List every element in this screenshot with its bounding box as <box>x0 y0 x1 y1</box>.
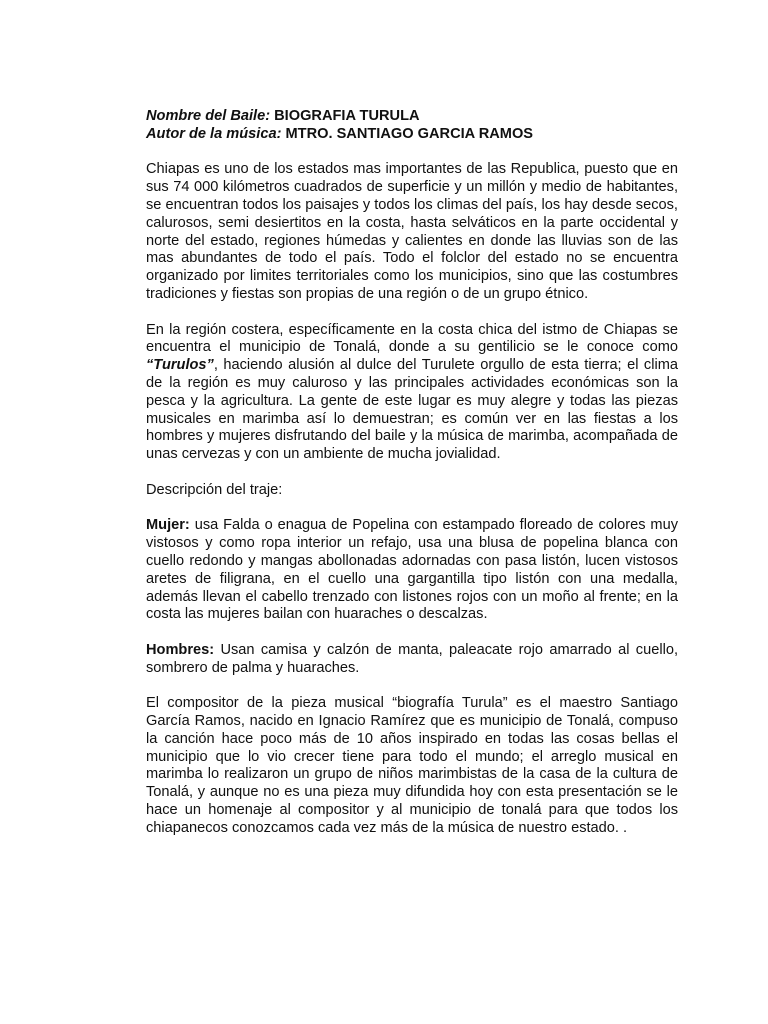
document-page <box>146 108 678 855</box>
men-label: Hombres: <box>146 641 215 658</box>
composer-paragraph: El compositor de la pieza musical “biografía Turula” es el maestro Santiago García Ramos, nacido en Ignacio Ramírez que es municipio de Tonalá, compuso la canción hace poco más de 10 años inspirado en todas las cosas bellas el municipio que lo vio crecer tiene para todo el mundo; el arreglo musical en marimba lo realizaron un grupo de niños marimbistas de la casa de la cultura de Tonalá, y aunque no es una pieza muy difundida hoy con esta presentación se le hace un homenaje al compositor y al municipio de tonalá para que todos los chiapanecos conozcamos cada vez más de la música de nuestro estado. . <box>146 695 678 836</box>
author-label: Autor de la música: <box>146 125 282 142</box>
men-costume-paragraph <box>146 642 678 678</box>
region-paragraph-text-start: En la región costera, específicamente en la costa chica del istmo de Chiapas se encuentra el municipio de Tonalá, donde a su gentilicio se le conoce como <box>146 321 678 356</box>
document-header <box>146 108 678 144</box>
dance-name-label: Nombre del Baile: <box>146 108 271 124</box>
region-paragraph-text-end: , haciendo alusión al dulce del Turulete orgullo de esta tierra; el clima de la región es muy caluroso y las principales actividades económicas son la pesca y la agricultura. La gente de este lugar es muy alegre y todas las piezas musicales en marimba así lo demuestran; es común ver en las fiestas a los hombres y mujeres disfrutando del baile y la música de marimba, acompañada de unas cervezas y con un ambiente de mucha jovialidad. <box>146 357 678 463</box>
men-costume-text: Usan camisa y calzón de manta, paleacate rojo amarrado al cuello, sombrero de palma y huaraches. <box>146 641 678 676</box>
turulos-emphasis: “Turulos” <box>146 357 214 374</box>
author-value: MTRO. SANTIAGO GARCIA RAMOS <box>285 125 534 142</box>
costume-heading: Descripción del traje: <box>146 481 283 498</box>
dance-name-line <box>146 108 678 126</box>
dance-name-value: BIOGRAFIA TURULA <box>274 108 420 124</box>
region-paragraph <box>146 322 678 464</box>
woman-costume-paragraph <box>146 517 678 624</box>
intro-paragraph: Chiapas es uno de los estados mas importantes de las Republica, puesto que en sus 74 000 kilómetros cuadrados de superficie y un millón y medio de habitantes, se encuentran todos los paisajes y todos los climas del país, los hay desde secos, calurosos, semi desiertitos en la costa, hasta selváticos en la parte occidental y norte del estado, regiones húmedas y calientes en donde las lluvias son de las mas abundantes de todo el país. Todo el folclor del estado no se encuentra organizado por limites territoriales como los municipios, sino que las costumbres tradiciones y fiestas son propias de una región o de un grupo étnico. <box>146 161 678 302</box>
author-line <box>146 126 678 144</box>
woman-label: Mujer: <box>146 517 190 534</box>
woman-costume-text: usa Falda o enagua de Popelina con estampado floreado de colores muy vistosos y como ropa interior un refajo, usa una blusa de popelina blanca con cuello redondo y mangas abollonadas adornadas con pasa listón, lucen vistosos aretes de filigrana, en el cuello una gargantilla tipo listón con una medalla, además llevan el cabello trenzado con listones rojos con un moño al frente; en la costa las mujeres bailan con huaraches o descalzas. <box>146 517 678 623</box>
